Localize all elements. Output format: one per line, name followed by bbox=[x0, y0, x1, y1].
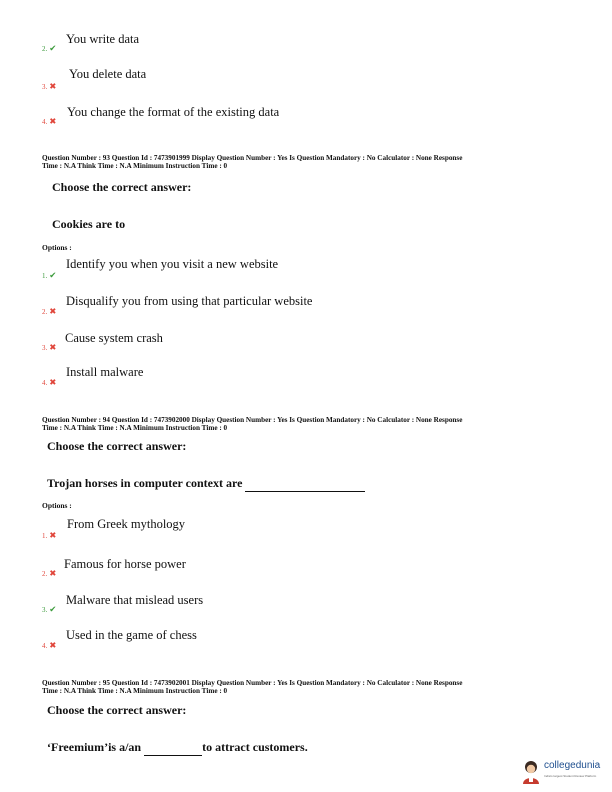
option-number: 4. bbox=[42, 118, 48, 126]
q92-option-2 bbox=[42, 32, 342, 56]
incorrect-cross-icon: ✖ bbox=[49, 306, 57, 316]
q93-option-2 bbox=[42, 294, 362, 318]
question-text-main: Trojan horses in computer context are bbox=[47, 476, 243, 490]
option-text: Install malware bbox=[66, 365, 144, 379]
option-text: Disqualify you from using that particular website bbox=[66, 294, 313, 308]
question-text bbox=[47, 740, 308, 756]
correct-check-icon: ✔ bbox=[49, 43, 57, 53]
question-meta-line2: Time : N.A Think Time : N.A Minimum Instruction Time : 0 bbox=[42, 424, 228, 432]
incorrect-cross-icon: ✖ bbox=[49, 116, 57, 126]
incorrect-cross-icon: ✖ bbox=[49, 568, 57, 578]
answer-blank bbox=[144, 740, 202, 756]
collegedunia-logo bbox=[520, 756, 612, 790]
student-avatar-icon bbox=[520, 758, 542, 786]
q94-option-1 bbox=[42, 517, 362, 541]
option-number: 3. bbox=[42, 606, 48, 614]
logo-tagline: India's largest Student Review Platform bbox=[544, 774, 597, 778]
question-meta-line1: Question Number : 93 Question Id : 7473901999 Display Question Number : Yes Is Question Mandatory : No Calculator : None Response bbox=[42, 154, 463, 162]
correct-check-icon: ✔ bbox=[49, 270, 57, 280]
instruction-heading: Choose the correct answer: bbox=[52, 180, 192, 194]
options-label: Options : bbox=[42, 501, 72, 510]
option-text: From Greek mythology bbox=[67, 517, 186, 531]
option-number: 3. bbox=[42, 83, 48, 91]
option-number: 4. bbox=[42, 379, 48, 387]
question-meta-line1: Question Number : 94 Question Id : 7473902000 Display Question Number : Yes Is Question Mandatory : No Calculator : None Response bbox=[42, 416, 463, 424]
option-text: Used in the game of chess bbox=[66, 628, 197, 642]
question-text bbox=[47, 476, 365, 492]
option-number: 3. bbox=[42, 344, 48, 352]
incorrect-cross-icon: ✖ bbox=[49, 640, 57, 650]
question-meta bbox=[42, 154, 462, 170]
q93-option-4 bbox=[42, 365, 362, 389]
option-number: 4. bbox=[42, 642, 48, 650]
question-meta-line2: Time : N.A Think Time : N.A Minimum Instruction Time : 0 bbox=[42, 687, 228, 695]
incorrect-cross-icon: ✖ bbox=[49, 377, 57, 387]
option-number: 2. bbox=[42, 45, 48, 53]
option-text: Cause system crash bbox=[65, 331, 163, 345]
incorrect-cross-icon: ✖ bbox=[49, 530, 57, 540]
question-meta bbox=[42, 416, 462, 432]
question-text-part2: to attract customers. bbox=[202, 740, 308, 754]
options-label: Options : bbox=[42, 243, 72, 252]
question-meta-line1: Question Number : 95 Question Id : 7473902001 Display Question Number : Yes Is Question Mandatory : No Calculator : None Response bbox=[42, 679, 463, 687]
incorrect-cross-icon: ✖ bbox=[49, 81, 57, 91]
logo-name: collegedunia bbox=[544, 760, 601, 771]
option-text: You delete data bbox=[69, 67, 147, 81]
question-meta bbox=[42, 679, 462, 695]
option-text: Famous for horse power bbox=[64, 557, 186, 571]
correct-check-icon: ✔ bbox=[49, 604, 57, 614]
q94-option-4 bbox=[42, 628, 362, 652]
q93-option-3 bbox=[42, 331, 362, 355]
option-text: Identify you when you visit a new website bbox=[66, 257, 279, 271]
question-meta-line2: Time : N.A Think Time : N.A Minimum Instruction Time : 0 bbox=[42, 162, 228, 170]
option-text: You change the format of the existing data bbox=[67, 105, 280, 119]
option-number: 2. bbox=[42, 308, 48, 316]
instruction-heading: Choose the correct answer: bbox=[47, 703, 187, 717]
option-number: 1. bbox=[42, 272, 48, 280]
q94-option-3 bbox=[42, 593, 362, 617]
q93-option-1 bbox=[42, 257, 362, 281]
q92-option-3 bbox=[42, 67, 342, 91]
q94-option-2 bbox=[42, 557, 362, 581]
option-number: 2. bbox=[42, 570, 48, 578]
option-number: 1. bbox=[42, 532, 48, 540]
option-text: You write data bbox=[66, 32, 140, 46]
question-text: Cookies are to bbox=[52, 217, 126, 231]
q92-option-4 bbox=[42, 105, 342, 129]
option-text: Malware that mislead users bbox=[66, 593, 204, 607]
question-text-part1: ‘Freemium’is a/an bbox=[47, 740, 142, 754]
answer-blank bbox=[245, 476, 365, 492]
instruction-heading: Choose the correct answer: bbox=[47, 439, 187, 453]
incorrect-cross-icon: ✖ bbox=[49, 342, 57, 352]
